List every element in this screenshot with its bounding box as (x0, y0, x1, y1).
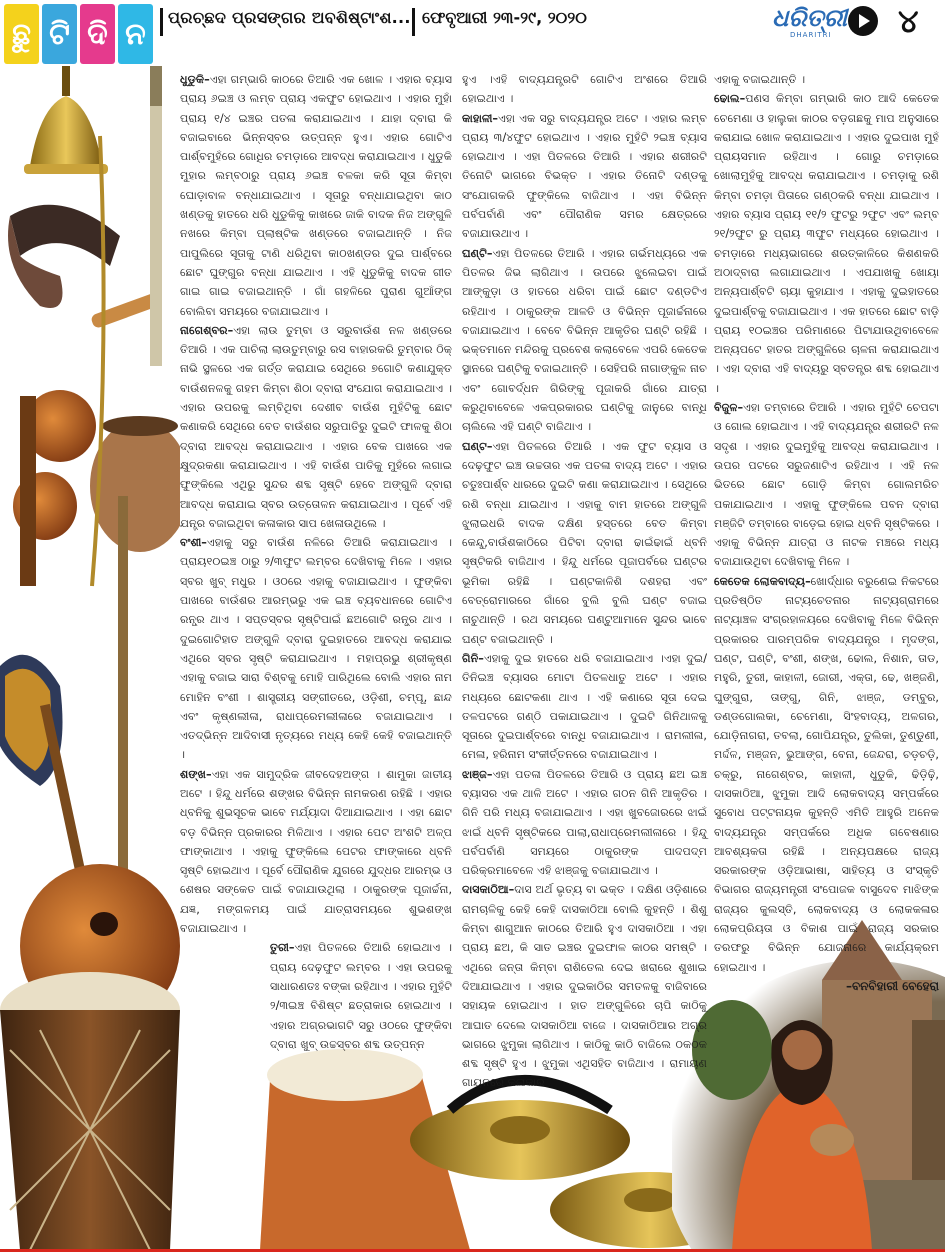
paragraph: ଦାସକାଠିଆ–ଦାସ ଅର୍ଥ ଭୃତ୍ୟ ବା ଭକ୍ତ । ଦକ୍ଷିଣ ଓଡ଼ିଶାରେ ରାମଚାଳିକୁ କେହି କେହି ଦାସକାଠିଆ ବୋଲି କୁହନ୍ତି । ଶିଶୁ କିମ୍ବା ଶାଗୁଆନ କାଠରେ ତିଆରି ହୁଏ ଦାସକାଠିଆ । ଏହା ପ୍ରାୟ ଛଅ, କି ସାତ ଇଞ୍ଚର ଦୁଇଫାଳ କାଠର ସମଷ୍ଟି । ଏଥିରେ ଜନ୍ତା କିମ୍ବା ରାଶିତେଲ ଦେଇ ଖରାରେ ଶୁଖାଇ ଦିଆଯାଇଥାଏ । ଏହାର ଦୁଇକାଠିର ସମତଳକୁ ବାଜିବାରେ ସହାୟକ ହୋଇଥାଏ । ହାତ ଅଙ୍ଗୁଳିରେ ଚାପି କାଠିକୁ ଆଘାତ ଦେଲେ ଦାସକାଠିଆ ବାଜେ । ଦାସକାଠିଆର ଅଗ୍ର ଭାଗରେ ଝୁମୁକା ଲାଗିଥାଏ । କାଠିକୁ କାଠି ବାଜିଲେ ଠକଠକ ଶବ୍ଦ ସୃଷ୍ଟି ହୁଏ । ଝୁମୁକା ଏଥିସହିତ ବାଜିଥାଏ । ରାମାୟଣ ଗାୟନରେ କଳାକାର (462, 883, 707, 1090)
paragraph: ଗିନି–ଏହାକୁ ଦୁଇ ହାତରେ ଧରି ବଜାଯାଇଥାଏ ।ଏହା ଦୁଇ/ ତିନିଇଞ୍ଚ ବ୍ୟାସର ମୋଟା ପିତଳଧାତୁ ଅଟେ । ଏହାର ମଧ୍ୟରେ ଛୋଟକଣା ଥାଏ । ଏହି କଣାରେ ସୂତା ଦେଇ ତଳପଟରେ ଗଣ୍ଠି ପକାଯାଇଥାଏ । ଦୁଇଟି ଗିନିଥାଳକୁ ସୂତାରେ ଦୁଇପାର୍ଶ୍ବରେ ବାନ୍ଧି ବଜାଯାଇଥାଏ । ରାମଲୀଳା, ମେଳା, ହରିନାମ ସଂକୀର୍ତ୍ତନରେ ବଜାଯାଇଥାଏ । (462, 651, 707, 762)
article-column-2 (462, 70, 707, 1093)
paragraph: ଝାଞ୍ଜ–ଏହା ପତଳା ପିତଳରେ ତିଆରି ଓ ପ୍ରାୟ ଛଅ ଇଞ୍ଚ ବ୍ୟାସର ଏକ ଥାଳି ଅଟେ । ଏହାର ଗଠନ ଗିନି ଆକୃତିର । ଗିନି ପରି ମଧ୍ୟ ବଜାଯାଇଥାଏ । ଏହା ଖୁବଜୋରରେ ଝାଇଁ ଝାଇଁ ଧ୍ବନି ସୃଷ୍ଟିକରେ ପାଲା,ରାଧାପ୍ରେମଲୀଳାରେ । ହିନ୍ଦୁ ପର୍ବପର୍ବାଣି ସମୟରେ ଠାକୁରଙ୍କ ପାଦପଦ୍ମ ପରିକ୍ରମାବେଳେ ଏହି ଝାଞ୍ଜକୁ ବଜାଯାଇଥାଏ । (462, 767, 707, 878)
footer-rule (0, 1249, 945, 1252)
header-divider (160, 8, 163, 36)
section-logo (4, 4, 153, 64)
paragraph: କାହାଳୀ–ଏହା ଏକ ସରୁ ବାଦ୍ୟଯନ୍ତ୍ର ଅଟେ । ଏହାର ଲମ୍ବ ପ୍ରାୟ ୩/୪ଫୁଟ ହୋଇଥାଏ । ଏହାର ମୁହଁଟି ୨ଇଞ୍ଚ ବ୍ୟାସ ହୋଇଥାଏ । ଏହା ପିତଳରେ ତିଆରି । ଏହାର ଶରୀରଟି ତିନୋଟି ଭାଗରେ ବିଭକ୍ତ । ଏହାର ତିନୋଟି ଦଣ୍ଡକୁ ସଂଯୋଗକରି ଫୁଙ୍କିଲେ ବାଜିଥାଏ । ଏହା ବିଭିନ୍ନ ପର୍ବପର୍ବାଣି ଏବଂ ପୌରାଣିକ ସମର କ୍ଷେତ୍ରରେ ବଜାଯାଉଥାଏ । (462, 111, 707, 241)
paragraph: କେତେକ ଲୋକବାଦ୍ୟ–ଖୋର୍ଦ୍ଧାର ବରୁଣେଇ ନିକଟରେ ପ୍ରତିଷ୍ଠିତ ନାଟ୍ୟଚେତନାର ନାଟ୍ୟଗ୍ରାମରେ ନାଟ୍ୟାଞ୍ଚଳ ସଂଗ୍ରହାଳୟରେ ଦେଖିବାକୁ ମିଳେ ବିଭିନ୍ନ ପ୍ରକାରର ପାରମ୍ପରିକ ବାଦ୍ୟଯନ୍ତ୍ର । ମୃଦଙ୍ଗ, ଘଣ୍ଟ, ଘଣ୍ଟି, ବଂଶୀ, ଶଙ୍ଖ, ଢୋଲ, ନିଶାନ, ତାଡ, ମହୁରି, ତୁରୀ, କାହାଳୀ, ଜୋରୀ, ଏକ୍ତା, ଢେ, ଖଞ୍ଜଣି, ଘୁଙ୍ଗୁରା, ତାଙ୍ଗୁ, ଗିନି, ଝାଞ୍ଜ, ଡମ୍ବୁର, ଡଣ୍ଡଗୋଲକା, ଚେମେଣା, ସିଂହବାଦ୍ୟ, ଅଳଗର, ଯୋଡ଼ିନାଗରା, ତବଲା, ଗୋପିଯନ୍ତ୍ର, ତୁଲିକା, ତୁଣ୍ଡୁଣୀ, ମର୍ଦ୍ଦଳ, ମଞ୍ଜନ, ଭୁଆଙ୍ଗ, ବେନା, ଜେନ୍ଦରା, ଚଡ଼ଚଡ଼ି, ଚକ୍ରୁ, ନାଗେଶ୍ବର, କାହାଳୀ, ଧୁଡୁକି, ଢିଡ଼ିଢ଼ି, ଦାସକାଠିଆ, ଝୁମୁକା ଆଦି ଲୋକବାଦ୍ୟ ସମ୍ପର୍କରେ ସୁବୋଧ ପଟ୍ଟନାୟକ କୁହନ୍ତି ଏମିତି ଆହୁରି ଅନେକ ବାଦ୍ୟଯନ୍ତ୍ର ସମ୍ପର୍କରେ ଅଧିକ ଗବେଷଣାର ଆବଶ୍ୟକତା ରହିଛି । ଅନ୍ୟପକ୍ଷରେ ରାଜ୍ୟ ସରକାରଙ୍କ ଓଡ଼ିଆଭାଷା, ସାହିତ୍ୟ ଓ ସଂସ୍କୃତି ବିଭାଗର ରାଜ୍ୟମନ୍ତ୍ରୀ ସଂପୋଜକ ବାସୁଦେବ ମାଝିଙ୍କ ରାଜ୍ୟର କୁଲସ୍ତି, ଲୋକବାଦ୍ୟ ଓ ଲୋକକଳାର ଲୋକପ୍ରିୟତା ଓ ବିକାଶ ପାଇଁ ରାଜ୍ୟ ସରକାର ତରଫରୁ ବିଭିନ୍ନ ଯୋଜନାରେ କାର୍ଯ୍ୟକ୍ରମ ହୋଇଥାଏ । (714, 574, 939, 974)
paragraph: ନାଗେଶ୍ବର–ଏହା ଲାଉ ତୁମ୍ବା ଓ ସରୁବାଉଁଶ ନଳ ଖଣ୍ଡରେ ତିଆରି । ଏକ ପାଚିଲା ଲାଉତୁମ୍ବାରୁ ରସ ବାହାରକରି ତୁମ୍ବାର ଠିକ୍ ନାଭି ସ୍ଥଳରେ ଏକ ଗର୍ତ୍ତ କରାଯାଇ ସେଥିରେ ୭ଗୋଟି କଣାଯୁକ୍ତ ବାଉଁଶନଳକୁ ଗହମ କିମ୍ବା ଶିଠା ଦ୍ବାରା ସଂଯୋଗ କରାଯାଇଥାଏ । ଏହାର ଉପରକୁ ଲମ୍ବିଥିବା ଦେଶୀବ ବାଉଁଶ ମୁହଁଟିକୁ ଛୋଟ କଣାକରି ସେଥିରେ ବେତ ବାଉଁଶର ସରୁପାତିରୁ ଦୁଇଟି ଫାଳକୁ ଶିଠା ଦ୍ବାରା ଆବଦ୍ଧ କରାଯାଇଥାଏ । ଏହାର ବେକ ପାଖରେ ଏକ କ୍ଷୁଦ୍ରକଣା କରାଯାଇଥାଏ । ଏହି ବାଉଁଶ ପାତିକୁ ମୁହଁରେ ଲଗାଇ ଫୁଙ୍କିଲେ ଏଥିରୁ ସୁନ୍ଦର ଶବ୍ଦ ସୃଷ୍ଟି ହେବେ ଅଙ୍ଗୁଳି ଦ୍ବାରା ଆବଦ୍ଧ କରାଯାଇ ସ୍ବର ଉତ୍ତୋଳନ କରାଯାଇଥାଏ । ପୂର୍ବେ ଏହି ଯନ୍ତ୍ର ବଜାଇଥିବା କଳାକାର ସାପ ଖେଳାଉଥିଲେ । (180, 323, 452, 530)
paragraph: ଘଣ୍ଟ–ଏହା ପିତଳରେ ତିଆରି । ଏକ ଫୁଟ ବ୍ୟାସ ଓ ଦେଢ଼ଫୁଟ ଇଞ୍ଚ ଉଚ୍ଚତାର ଏକ ପତଳା ବାଦ୍ୟ ଅଟେ । ଏହାର ଚତୁଃପାର୍ଶ୍ବ ଧାରରେ ଦୁଇଟି କଣା କରାଯାଇଥାଏ । ସେଥିରେ ରଶି ବନ୍ଧା ଯାଇଥାଏ । ଏହାକୁ ବାମ ହାତରେ ଅଙ୍ଗୁଳି ଝୁଲାଇଧରି ବାଦକ ଦକ୍ଷିଣ ହସ୍ତରେ ବେତ କିମ୍ବା କେନ୍ଦୁ,ବାଉଁଶକାଠିରେ ପିଟିବା ଦ୍ବାରା ଢାଇଁଢାଇଁ ଧ୍ବନି ସୃଷ୍ଟିକରି ବାଜିଥାଏ । ହିନ୍ଦୁ ଧର୍ମରେ ପୂଜାପର୍ବରେ ଘଣ୍ଟର ଭୂମିକା ରହିଛି । ଘଣ୍ଟକାଳିଶି ଦଶହରା ଏବଂ ବେତ୍ରୋମାରରେ ଗାଁରେ ବୁଲି ବୁଲି ଘଣ୍ଟ ବଜାଇ ନାଚୁଥାନ୍ତି । ରଥ ସମୟରେ ଘଣ୍ଟୁଆମାନେ ସୁନ୍ଦର ଭାବେ ଘଣ୍ଟ ବଜାଇଥାନ୍ତି । (462, 439, 707, 646)
paragraph: ହୁଏ ।ଏହି ବାଦ୍ୟଯନ୍ତ୍ରଟି ଗୋଟିଏ ଅଂଶରେ ତିଆରି ହୋଇଥାଏ । (462, 73, 707, 106)
issue-date: ଫେବୃଆରୀ ୨୩-୨୯, ୨୦୨୦ (422, 8, 587, 27)
paragraph: ତୁରୀ–ଏହା ପିତଳରେ ତିଆରି ହୋଇଥାଏ । ପ୍ରାୟ ଦେଢ଼ଫୁଟ ଲମ୍ବର । ଏହା ଉପରକୁ ସାଧାରଣତଃ ବଙ୍କା ରହିଥାଏ । ଏହାର ମୁହଁଟି ୨/୩ଇଞ୍ଚ ବିଶିଷ୍ଟ ଛତ୍ରାକାର ହୋଇଥାଏ । ଏହାର ଅଗ୍ରଭାଗଟି ସରୁ ଓଠରେ ଫୁଙ୍କିବା ଦ୍ବାରା ଖୁବ୍ ଉଚ୍ଚସ୍ବର ଶବ୍ଦ ଉତ୍ପନ୍ନ (270, 941, 452, 1051)
section-title: ପ୍ରଚ୍ଛଦ ପ୍ରସଙ୍ଗର ଅବଶିଷ୍ଟାଂଶ... (168, 8, 411, 27)
flute-icon (150, 66, 162, 366)
header-divider (412, 8, 415, 36)
drum-icon (0, 972, 180, 1250)
brand-logo: ଧରିତ୍ରୀ (772, 4, 847, 32)
paragraph: ବଂଶୀ–ଏହାକୁ ସରୁ ବାଉଁଶ ନଳିରେ ତିଆରି କରାଯାଇଥାଏ । ପ୍ରାୟ୧୦ଇଞ୍ଚ ଠାରୁ ୨/୩ଫୁଟ ଲମ୍ବର ଦେଖିବାକୁ ମିଳେ । ଏହାର ସ୍ବର ଖୁବ୍ ମଧୁର । ଓଠରେ ଏହାକୁ ବଜାଯାଇଥାଏ । ଫୁଙ୍କିବା ପାଖରେ ବାଉଁଶର ଆରମ୍ଭରୁ ଏକ ଇଞ୍ଚ ବ୍ୟବଧାନରେ ଗୋଟିଏ ରନ୍ଧ୍ର ଥାଏ । ସପ୍ତସ୍ବର ସୃଷ୍ଟିପାଇଁ ଛଅଗୋଟି ରନ୍ଧ୍ର ଥାଏ । ଦୁଇଗୋଟିହାତ ଅଙ୍ଗୁଳି ଦ୍ବାରା ଦୁଇହାତରେ ଆବଦ୍ଧ କରାଯାଇ ଏଥିରେ ସ୍ବର ସୃଷ୍ଟି କରାଯାଇଥାଏ । ମହାପ୍ରଭୁ ଶ୍ରୀକୃଷ୍ଣ ଏହାକୁ ବଜାଇ ସାରା ବିଶ୍ବକୁ ମୋହି ପାରିଥିଲେ ବୋଲି ଏହାର ନାମ ମୋହିନ ବଂଶୀ । ଶାସ୍ତ୍ରୀୟ ସଙ୍ଗୀତରେ, ଓଡ଼ିଶୀ, ଚମ୍ପୂ, ଛାନ୍ଦ ଏବଂ କୃଷ୍ଣଲୀଳା, ରାଧାପ୍ରେମଲୀଳାରେ ବଜାଯାଇଥାଏ । ଏତଦ୍ଭିନ୍ନ ଆଦିବାସୀ ନୃତ୍ୟରେ ମଧ୍ୟ କେହି କେହି ବଜାଇଥାନ୍ତି । (180, 536, 452, 762)
logo-tile: ନ (118, 4, 153, 64)
author-byline: –ବନବିହାରୀ ବେହେରା (845, 978, 939, 993)
gourd-pot-icon (13, 390, 180, 586)
article-column-3 (714, 70, 939, 996)
paragraph: ଏହାକୁ ବଜାଇଥାନ୍ତି । (714, 73, 806, 86)
page-number: ୪ (898, 2, 919, 40)
logo-tile: ଦି (80, 4, 115, 64)
article-column-1 (180, 70, 452, 1054)
play-icon[interactable] (848, 6, 878, 36)
brand-subtitle: DHARITRI (790, 31, 832, 39)
paragraph: ଶଙ୍ଖ–ଏହା ଏକ ସାମୁଦ୍ରିକ ଜୀବଦେହଅଙ୍ଗ । ଶାମୁକା ଜାତୀୟ ଅଟେ । ହିନ୍ଦୁ ଧର୍ମରେ ଶଙ୍ଖର ବିଭିନ୍ନ ନାମକରଣ ରହିଛି । ଏହାର ଧ୍ବନିକୁ ଶୁଭସୂଚକ ଭାବେ ମର୍ଯ୍ୟାଦା ଦିଆଯାଇଥାଏ । ଏହା ଛୋଟ ବଡ଼ ବିଭିନ୍ନ ପ୍ରକାରର ମିଳିଥାଏ । ଏହାର ପେଟ ଅଂଶଟି ଅଳ୍ପ ଫାଙ୍କାଥାଏ । ଏହାକୁ ଫୁଙ୍କିଲେ ପେଟର ଫାଙ୍କାରେ ଧ୍ବନି ସୃଷ୍ଟି ହୋଇଥାଏ । ପୂର୍ବେ ପୌରାଣିକ ଯୁଗରେ ଯୁଦ୍ଧର ଆରମ୍ଭ ଓ ଶେଷର ସଙ୍କେତ ପାଇଁ ବଜାଯାଉଥିଲା । ଠାକୁରଙ୍କ ପୂଜାର୍ଚ୍ଚନା, ଯଜ୍ଞ, ମଙ୍ଗଳମୟ ପାଇଁ ଯାତ୍ରାସମୟରେ ଶୁଭଶଙ୍ଖ ବଜାଯାଇଥାଏ । (180, 767, 452, 936)
paragraph: ଘଣ୍ଟି–ଏହା ପିତଳରେ ତିଆରି । ଏହାର ଗର୍ଭମଧ୍ୟରେ ଏକ ପିତଳର ଜିଭ ଲାଗିଥାଏ । ଉପରେ ଝୁଲେଇବା ପାଇଁ ଆଙ୍କୁଡ଼ା ଓ ହାତରେ ଧରିବା ପାଇଁ ଛୋଟ ଦଣ୍ଡଟିଏ ରହିଥାଏ । ଠାକୁରଙ୍କ ଆଳତି ଓ ବିଭିନ୍ନ ପୂଜାର୍ଚ୍ଚନାରେ ବଜାଯାଇଥାଏ । ବେବେ ବିଭିନ୍ନ ଆକୃତିର ଘଣ୍ଟି ରହିଛି । ଭକ୍ତମାନେ ମନ୍ଦିରକୁ ପ୍ରବେଶ କଲାବେଳେ ଏପରି କେତେକ ସ୍ଥାନରେ ଘଣ୍ଟିକୁ ବଜାଇଥାନ୍ତି । ସେହିପରି ନାଗାଙ୍କୁଳ ନାଚ ଏବଂ ଗୋବର୍ଦ୍ଧନ ଗିରିଙ୍କୁ ପୂଜାକରି ଗାଁରେ ଯାତ୍ରା କରୁଥିବାବେଳେ ଏକପ୍ରକାରର ଘଣ୍ଟିକୁ ଜାନୁରେ ବାନ୍ଧି ଚାଲିଲେ ଏହି ଘଣ୍ଟି ବାଜିଥାଏ । (462, 246, 707, 434)
horn-icon (8, 205, 161, 329)
logo-tile: ଟି (42, 4, 77, 64)
paragraph: ଢୋଲ–ପଣସ କିମ୍ବା ଗମ୍ଭାରି କାଠ ଆଦି କେତେକ ଚେମେଣା ଓ ହାଲୁକା କାଠର ବଡ଼ଗଛକୁ ମାପ ଅନୁସାରେ କରାଯାଇ ଖୋଳ କରାଯାଇଥାଏ । ଏହାର ଦୁଇପାଖ ମୁହଁ ପ୍ରାୟସମାନ ରହିଥାଏ । ଗୋରୁ ଚମଡ଼ାରେ ଖୋଲାମୁହଁକୁ ଆବଦ୍ଧ କରାଯାଇଥାଏ । ଚମଡ଼ାକୁ ରଶି କିମ୍ବା ଚମଡ଼ା ପିତାରେ ଗଣ୍ଠକରି ବନ୍ଧା ଯାଇଥାଏ । ଏହାର ବ୍ୟାସ ପ୍ରାୟ ୧୧/୨ ଫୁଟରୁ ୨ଫୁଟ ଏବଂ ଲମ୍ବ ୨୧/୨ଫୁଟ ରୁ ପ୍ରାୟ ୩ଫୁଟ ମଧ୍ୟରେ ହୋଇଥାଏ । ଚମଡ଼ାରେ ମଧ୍ୟଭାଗରେ ଶରତ୍କାଳିରେ କିଶଣକରି ଅଠାଦ୍ବାରା ଲଗାଯାଇଥାଏ । ଏପଯାଖକୁ ଖୋୟା ଅନ୍ୟପାର୍ଶ୍ବଟି ଚାୟା କୁହାଯାଏ । ଏହାକୁ ଦୁଇହାତରେ ଦୁଇପାର୍ଶ୍ବକୁ ବଜାଯାଇଥାଏ । ଏକ ହାତରେ ଛୋଟ ବାଡ଼ି ପ୍ରାୟ ୧୦ଇଞ୍ଚର ପରିମାଣରେ ପିଟାଯାଉଥିବାବେଳେ ଅନ୍ୟପଟେ ହାତର ଅଙ୍ଗୁଳିରେ ଚାଳନା କରାଯାଇଥାଏ । ଏହା ଦ୍ବାରା ଏହି ବାଦ୍ୟରୁ ସ୍ବତନ୍ତ୍ର ଶବ୍ଦ ହୋଇଥାଏ । (714, 92, 939, 395)
paragraph: ବିଜୁଳ–ଏହା ତମ୍ବାରେ ତିଆରି । ଏହାର ମୁହଁଟି ଚେପଟା ଓ ଗୋଲ ହୋଇଥାଏ । ଏହି ବାଦ୍ୟଯନ୍ତ୍ର ଶରୀରଟି ନଳ ସଦୃଶ । ଏହାର ଦୁଇମୁହଁକୁ ଆବଦ୍ଧ କରାଯାଇଥାଏ । ଉପର ପଟରେ ସରୁଜଣାଟିଏ ରହିଥାଏ । ଏହି ନଳ ଭିତରେ ଛୋଟ ଗୋଡ଼ି କିମ୍ବା ଗୋଲମରିଚ ପକାଯାଇଥାଏ । ଏହାକୁ ଫୁଙ୍କିଲେ ପବନ ଦ୍ବାରା ମଞ୍ଜିଟି ତମ୍ବାରେ ବାଡ଼େଇ ହୋଇ ଧ୍ବନି ସୃଷ୍ଟିକରେ । ଏହାକୁ ବିଭିନ୍ନ ଯାତ୍ରା ଓ ନାଟକ ମଞ୍ଚରେ ମଧ୍ୟ ବଜାଯାଉଥିବା ଦେଖିବାକୁ ମିଳେ । (714, 401, 939, 569)
page-header (0, 0, 945, 70)
paragraph: ଧୁଡୁକି–ଏହା ଗମ୍ଭାରି କାଠରେ ତିଆରି ଏକ ଖୋଳ । ଏହାର ବ୍ୟାସ ପ୍ରାୟ ୬ଇଞ୍ଚ ଓ ଲମ୍ବ ପ୍ରାୟ ଏକଫୁଟ ହୋଇଥାଏ । ଏହାର ମୁହାଁ ପ୍ରାୟ ୧/୪ ଇଞ୍ଚର ପତଳା କରାଯାଇଥାଏ । ଯାହା ଦ୍ବାରା କି ବଜାଇବାରେ ଭିନ୍ନସ୍ବର ଉତ୍ପନ୍ନ ହୁଏ। ଏହାର ଗୋଟିଏ ପାର୍ଶ୍ବମୁହଁରେ ଗୋଧିର ଚମଡ଼ାରେ ଆବଦ୍ଧ କରାଯାଇଥାଏ । ଧୁଡୁକି ମୁହାର ଲମ୍ବଠାରୁ ପ୍ରାୟ ୬ଇଞ୍ଚ ବଳକା କରି ସୂତା କିମ୍ବା ଘୋଡ଼ାବାଳ ବନ୍ଧାଯାଇଥାଏ । ସୂତାରୁ ବନ୍ଧାଯାଇଥିବା କାଠ ଖଣ୍ଡକୁ ହାତରେ ଧରି ଧୁଡୁକିକୁ କାଖରେ ଜାକି ବାଦକ ନିଜ ଅଙ୍ଗୁଳି ନଖରେ କିମ୍ବା ପ୍ଲାଷ୍ଟିକ ଖଣ୍ଡରେ ବଜାଇଥାନ୍ତି । ନିଜ ପାପୁଲିରେ ସୂତାକୁ ଟାଣି ଧରିଥିବା କାଠଖଣ୍ଡର ଦୁଇ ପାର୍ଶ୍ବରେ ଛୋଟ ଘୁଙ୍ଗୁର ବନ୍ଧା ଯାଇଥାଏ । ଏହି ଧୁଡୁକିକୁ ବାଦକ ଗୀତ ଗାଇ ଗାଇ ବଜାଇଥାନ୍ତି । ଗାଁ ଗହଳିରେ ପୁରାଣ ଗୁଆଁଙ୍ଗ ବୋଲିବା ସମୟରେ ବଜାଯାଇଥାଏ । (180, 73, 452, 318)
logo-tile: ଛୁ (4, 4, 39, 64)
bell-icon (24, 66, 108, 174)
